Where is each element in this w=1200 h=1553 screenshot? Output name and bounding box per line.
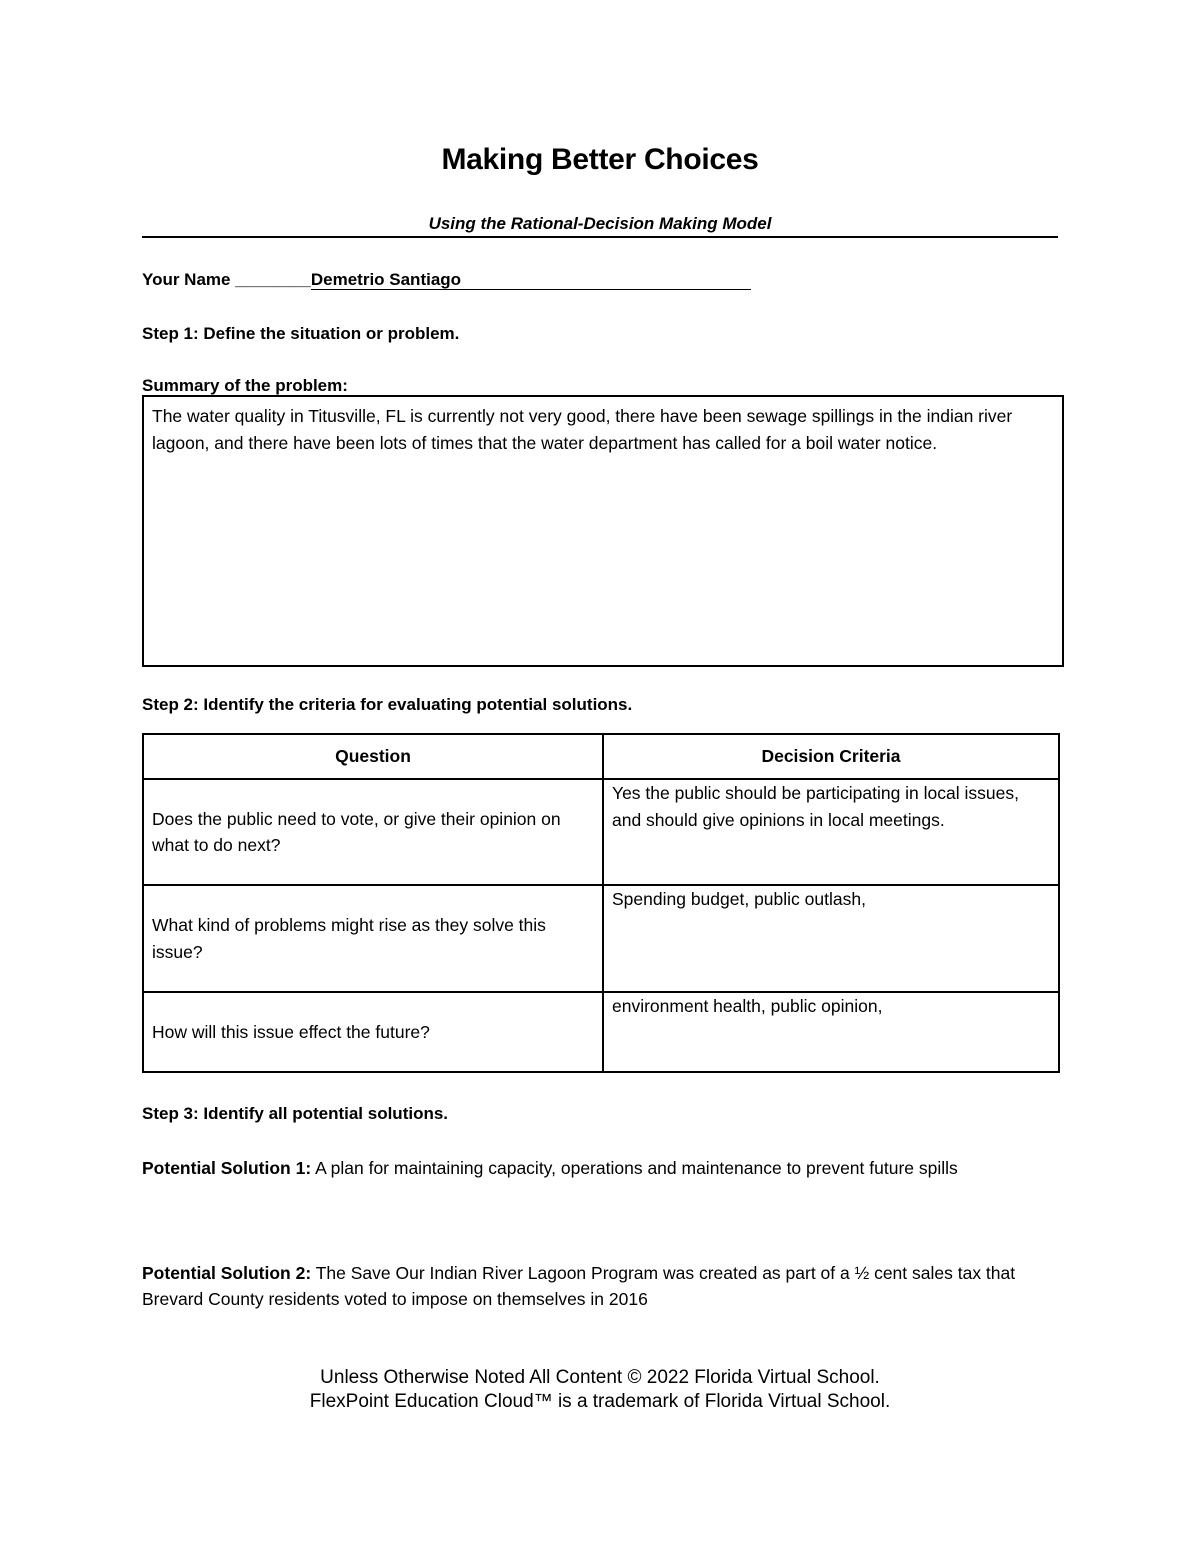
name-row — [142, 270, 751, 290]
page-title: Making Better Choices — [441, 143, 759, 176]
summary-text: The water quality in Titusville, FL is currently not very good, there have been sewage spillings in the indian river lagoon, and there have been lots of times that the water department has called for a boil water notice. — [152, 406, 1013, 453]
solution-label: Potential Solution 1: — [142, 1158, 312, 1178]
summary-label: Summary of the problem: — [142, 376, 348, 395]
potential-solution-2 — [142, 1260, 1062, 1312]
name-label: Your Name ________ — [142, 270, 311, 289]
table-row — [143, 779, 1059, 885]
table-row — [143, 992, 1059, 1072]
criteria-cell[interactable]: Yes the public should be participating in local issues, and should give opinions in local meetings. — [603, 779, 1059, 885]
step3-heading: Step 3: Identify all potential solutions. — [142, 1104, 449, 1123]
criteria-table — [142, 733, 1060, 1073]
column-header-question: Question — [143, 734, 603, 779]
copyright-footer — [0, 1366, 1200, 1414]
solution-text[interactable]: The Save Our Indian River Lagoon Program was created as part of a ½ cent sales tax that Brevard County residents voted to impose on themselves in 2016 — [142, 1263, 1016, 1309]
page-subtitle: Using the Rational-Decision Making Model — [428, 214, 772, 233]
column-header-criteria: Decision Criteria — [603, 734, 1059, 779]
title-divider — [142, 236, 1058, 238]
summary-textbox[interactable] — [142, 395, 1064, 667]
potential-solution-1 — [142, 1155, 1062, 1181]
footer-line-1: Unless Otherwise Noted All Content © 2022 Florida Virtual School. — [320, 1367, 880, 1388]
question-cell[interactable]: How will this issue effect the future? — [143, 992, 603, 1072]
solution-label: Potential Solution 2: — [142, 1263, 312, 1283]
criteria-cell[interactable]: environment health, public opinion, — [603, 992, 1059, 1072]
criteria-cell[interactable]: Spending budget, public outlash, — [603, 885, 1059, 992]
name-field[interactable]: Demetrio Santiago — [311, 271, 751, 290]
step1-heading: Step 1: Define the situation or problem. — [142, 324, 460, 343]
question-cell[interactable]: What kind of problems might rise as they solve this issue? — [143, 885, 603, 992]
step2-heading: Step 2: Identify the criteria for evaluating potential solutions. — [142, 695, 633, 714]
table-row — [143, 885, 1059, 992]
question-cell[interactable]: Does the public need to vote, or give their opinion on what to do next? — [143, 779, 603, 885]
table-header-row — [143, 734, 1059, 779]
solution-text[interactable]: A plan for maintaining capacity, operations and maintenance to prevent future spills — [311, 1158, 958, 1178]
footer-line-2: FlexPoint Education Cloud™ is a trademark of Florida Virtual School. — [309, 1391, 891, 1412]
